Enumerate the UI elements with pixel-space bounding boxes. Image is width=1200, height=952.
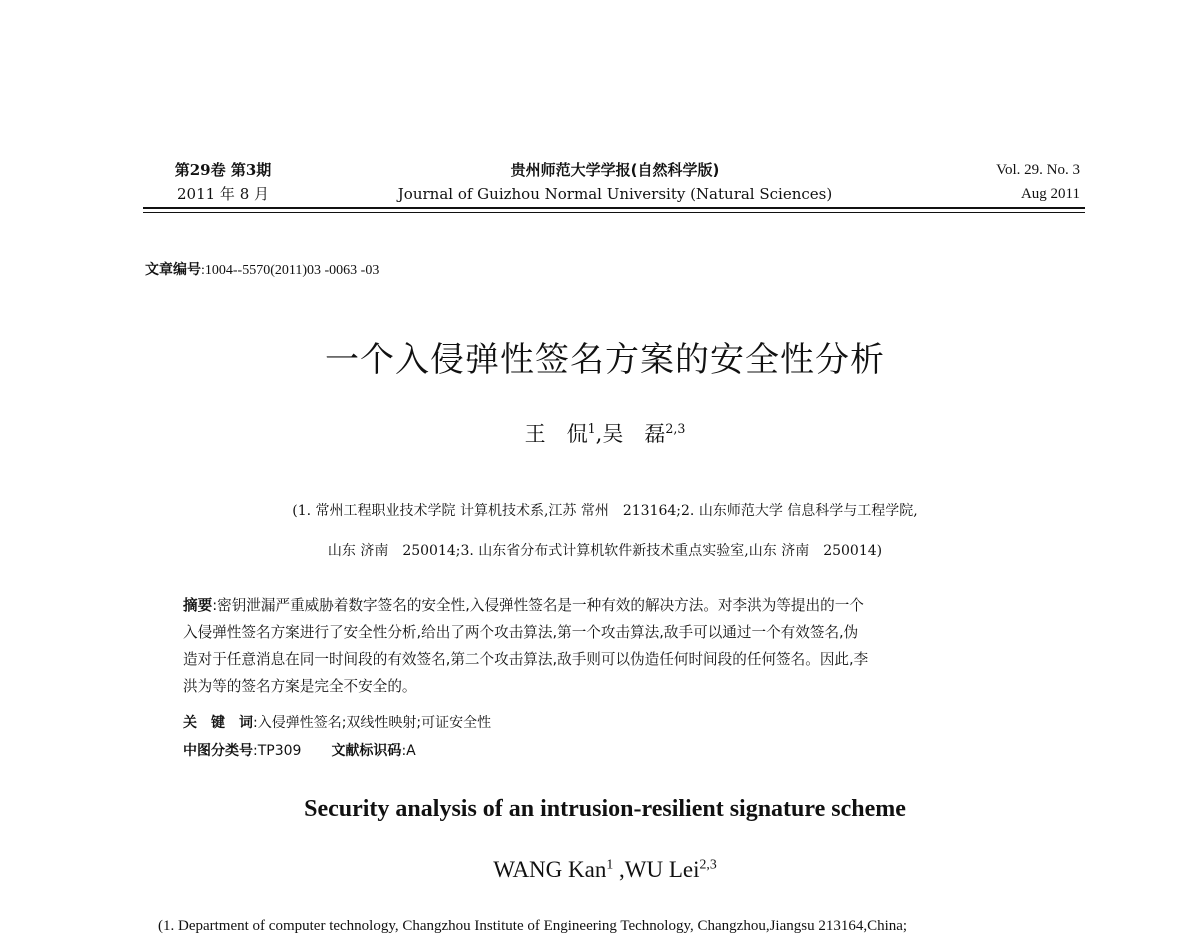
clc-value: :TP309: [253, 743, 302, 759]
article-number: [145, 259, 379, 279]
author-1-affil-cn: 1: [587, 421, 596, 436]
journal-volume-en: [950, 158, 1080, 206]
classification: [183, 740, 416, 760]
paper-title-en: Security analysis of an intrusion-resilient signature scheme: [304, 796, 906, 822]
abstract-line-3: 造对于任意消息在同一时间段的有效签名,第二个攻击算法,敌手则可以伪造任何时间段的任何签名。因此,李: [183, 651, 869, 668]
affiliation-cn-line2: 山东 济南 250014;3. 山东省分布式计算机软件新技术重点实验室,山东 济南 250014): [327, 543, 883, 559]
affiliation-en: (1. Department of computer technology, Changzhou Institute of Engineering Technology, Changzhou,Jiangsu 213164,China;: [158, 918, 908, 934]
authors-cn: [150, 418, 1060, 448]
volume-issue-en: Vol. 29. No. 3: [996, 162, 1080, 178]
abstract-text-1: :密钥泄漏严重威胁着数字签名的安全性,入侵弹性签名是一种有效的解决方法。对李洪为等提出的一个: [212, 597, 864, 614]
header-rule-thin: [143, 212, 1085, 213]
journal-name-en: Journal of Guizhou Normal University (Natural Sciences): [397, 185, 833, 203]
author-separator-cn: ,: [595, 422, 603, 446]
author-1-cn: 王 侃: [524, 422, 588, 446]
doc-code-label: 文献标识码: [331, 743, 402, 759]
abstract-label: 摘要: [183, 597, 213, 614]
keywords-value: :入侵弹性签名;双线性映射;可证安全性: [253, 715, 492, 731]
abstract-line-2: 入侵弹性签名方案进行了安全性分析,给出了两个攻击算法,第一个攻击算法,敌手可以通过一个有效签名,伪: [183, 624, 859, 641]
paper-title-cn: 一个入侵弹性签名方案的安全性分析: [325, 340, 885, 380]
publication-date-cn: 2011 年 8 月: [176, 185, 270, 203]
abstract-line-4: 洪为等的签名方案是完全不安全的。: [183, 678, 417, 695]
author-1-affil-en: 1: [606, 856, 614, 872]
clc-label: 中图分类号: [183, 743, 253, 759]
doc-code-value: :A: [401, 743, 416, 759]
abstract-cn: [183, 592, 1043, 700]
keywords-label: 关 键 词: [183, 715, 253, 731]
author-separator-en: ,: [613, 857, 625, 882]
authors-en: [150, 857, 1060, 883]
journal-name-cn: 贵州师范大学学报(自然科学版): [510, 161, 720, 179]
author-2-cn: 吴 磊: [602, 422, 666, 446]
affiliation-cn-line1: (1. 常州工程职业技术学院 计算机技术系,江苏 常州 213164;2. 山东师范大学 信息科学与工程学院,: [292, 503, 918, 519]
author-2-affil-en: 2,3: [699, 856, 717, 872]
header-rule-thick: [143, 207, 1085, 209]
publication-date-en: Aug 2011: [1020, 186, 1080, 202]
article-number-value: :1004--5570(2011)03 -0063 -03: [201, 263, 380, 278]
volume-issue-cn: 第29卷 第3期: [174, 161, 272, 179]
author-1-en: WANG Kan: [493, 857, 607, 882]
journal-volume-cn: [148, 158, 298, 206]
keywords-cn: [183, 712, 491, 732]
article-number-label: 文章编号: [145, 262, 201, 278]
journal-name: [380, 158, 850, 206]
author-2-affil-cn: 2,3: [665, 421, 686, 436]
abstract-line-1: [183, 592, 1043, 619]
author-2-en: WU Lei: [624, 857, 700, 882]
